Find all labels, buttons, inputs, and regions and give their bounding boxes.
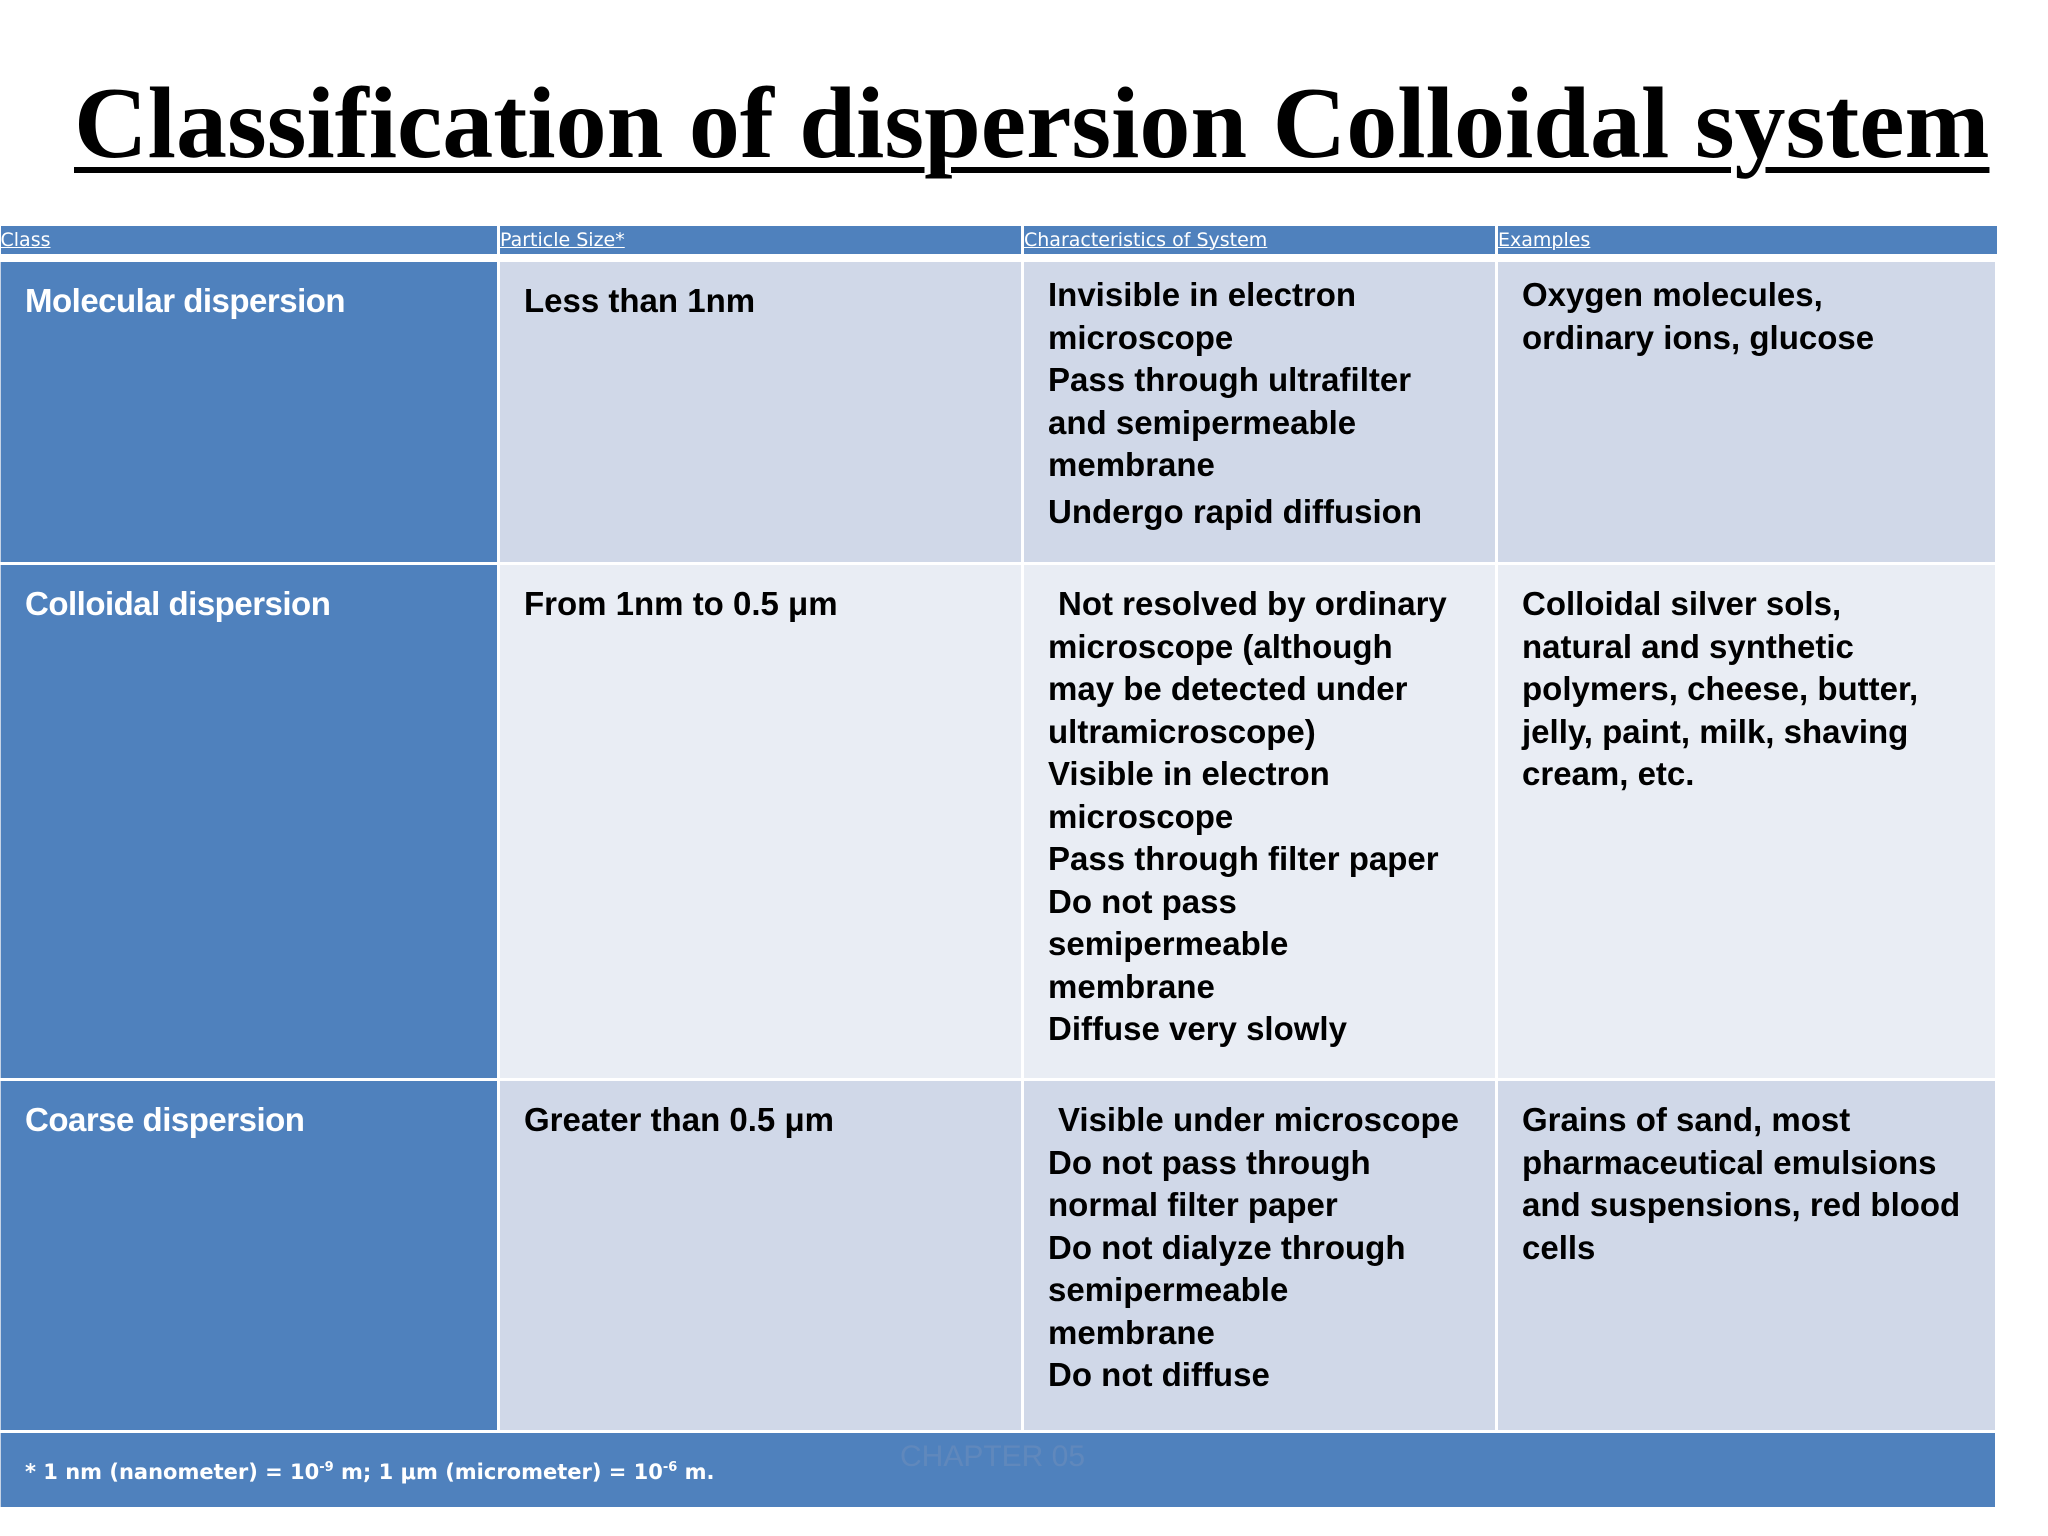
- chapter-watermark: CHAPTER 05: [900, 1440, 1086, 1473]
- footnote-exponent: -6: [662, 1460, 678, 1475]
- characteristic-line: semipermeable: [1048, 1271, 1289, 1308]
- footnote-part: * 1 nm (nanometer) = 10: [25, 1460, 320, 1484]
- characteristic-line: microscope: [1048, 318, 1234, 356]
- header-particle-size: Particle Size*: [499, 226, 1023, 258]
- characteristic-line: Do not dialyze through: [1048, 1228, 1406, 1266]
- characteristic-line: Do not diffuse: [1048, 1356, 1270, 1393]
- characteristic-line: Visible under microscope: [1058, 1101, 1460, 1138]
- characteristic-line: Undergo rapid diffusion: [1048, 492, 1422, 530]
- characteristic-line: microscope: [1048, 797, 1234, 835]
- footnote-text: [25, 1460, 715, 1484]
- characteristic-line: Pass through ultrafilter: [1048, 361, 1412, 398]
- class-label: Colloidal dispersion: [25, 585, 331, 622]
- characteristic-line: microscope (although: [1048, 627, 1393, 665]
- header-class: Class: [1, 226, 499, 258]
- class-label: Coarse dispersion: [25, 1101, 305, 1138]
- particle-size-cell: [499, 1080, 1023, 1432]
- particle-size-cell: [499, 258, 1023, 564]
- characteristic-line: semipermeable: [1048, 925, 1289, 962]
- table-row: [1, 258, 1997, 564]
- class-cell: [1, 1080, 499, 1432]
- characteristic-line: and semipermeable: [1048, 403, 1357, 441]
- example-line: ordinary ions, glucose: [1522, 318, 1875, 356]
- header-characteristics: Characteristics of System: [1023, 226, 1497, 258]
- characteristic-line: membrane: [1048, 967, 1215, 1005]
- class-cell: [1, 564, 499, 1080]
- example-line: pharmaceutical emulsions: [1522, 1143, 1937, 1181]
- particle-size-value: Less than 1nm: [524, 282, 756, 319]
- footnote-exponent: -9: [319, 1460, 334, 1475]
- characteristic-line: membrane: [1048, 1313, 1215, 1351]
- characteristics-cell: [1023, 258, 1497, 564]
- example-line: jelly, paint, milk, shaving: [1522, 712, 1909, 750]
- class-label: Molecular dispersion: [25, 282, 346, 319]
- characteristic-line: Diffuse very slowly: [1048, 1010, 1347, 1047]
- characteristic-line: Do not pass: [1048, 882, 1237, 920]
- characteristic-line: may be detected under: [1048, 670, 1408, 707]
- characteristic-line: normal filter paper: [1048, 1186, 1338, 1223]
- header-examples: Examples: [1497, 226, 1997, 258]
- example-line: cream, etc.: [1522, 755, 1695, 792]
- example-line: Oxygen molecules,: [1522, 276, 1823, 313]
- characteristics-cell: [1023, 564, 1497, 1080]
- table-row: [1, 1080, 1997, 1432]
- examples-cell: [1497, 258, 1997, 564]
- particle-size-cell: [499, 564, 1023, 1080]
- characteristic-line: ultramicroscope): [1048, 712, 1316, 750]
- footnote-part: m.: [677, 1460, 715, 1484]
- characteristic-line: Invisible in electron: [1048, 276, 1357, 313]
- example-line: polymers, cheese, butter,: [1522, 670, 1919, 707]
- characteristic-line: membrane: [1048, 446, 1215, 483]
- example-line: cells: [1522, 1228, 1596, 1266]
- classification-table-container: [0, 226, 1996, 1510]
- examples-cell: [1497, 564, 1997, 1080]
- particle-size-value: From 1nm to 0.5 μm: [524, 585, 838, 622]
- characteristic-line: Pass through filter paper: [1048, 840, 1439, 877]
- classification-table: [0, 226, 1998, 1510]
- particle-size-value: Greater than 0.5 μm: [524, 1101, 834, 1138]
- example-line: Grains of sand, most: [1522, 1101, 1851, 1138]
- characteristic-line: Visible in electron: [1048, 755, 1330, 792]
- page-title: Classification of dispersion Colloidal system: [74, 67, 1990, 180]
- example-line: and suspensions, red blood: [1522, 1186, 1961, 1223]
- footnote-part: m; 1 μm (micrometer) = 10: [333, 1460, 663, 1484]
- table-row: [1, 564, 1997, 1080]
- characteristics-cell: [1023, 1080, 1497, 1432]
- example-line: Colloidal silver sols,: [1522, 585, 1842, 622]
- examples-cell: [1497, 1080, 1997, 1432]
- table-header-row: [1, 226, 1997, 258]
- example-line: natural and synthetic: [1522, 627, 1854, 665]
- characteristic-line: Not resolved by ordinary: [1058, 585, 1447, 622]
- class-cell: [1, 258, 499, 564]
- characteristic-line: Do not pass through: [1048, 1143, 1371, 1181]
